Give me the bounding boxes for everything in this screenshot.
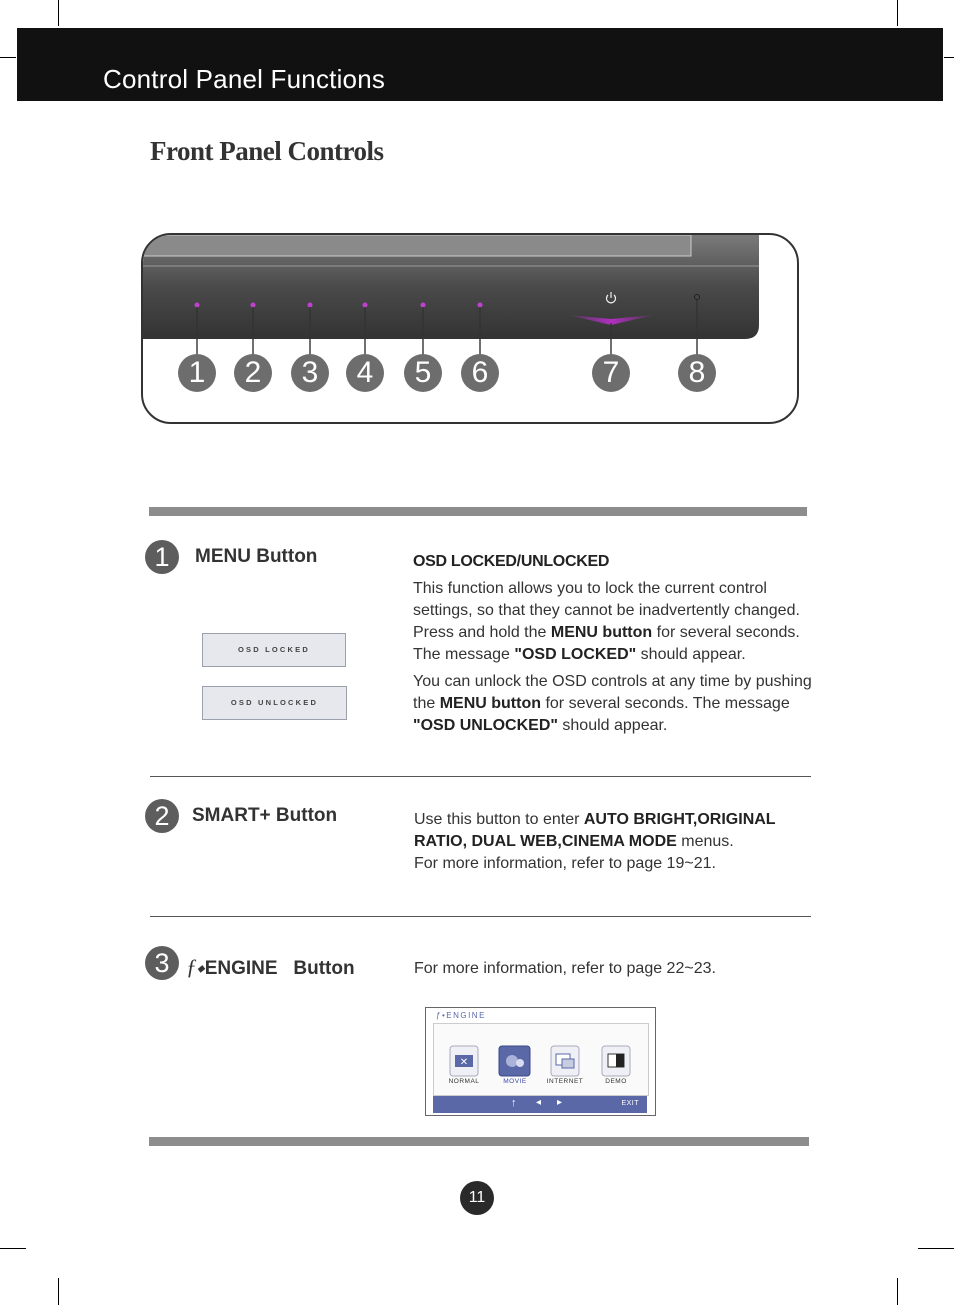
control-number-6: 6: [461, 354, 499, 392]
f-engine-menu-screenshot: [425, 1007, 656, 1116]
f-engine-description: For more information, refer to page 22~23.: [414, 960, 716, 977]
crop-mark: [58, 0, 59, 26]
crop-mark: [0, 57, 16, 58]
item-divider: [150, 916, 811, 917]
left-arrow-icon[interactable]: ◂: [536, 1097, 542, 1108]
smart-plus-description: Use this button to enter AUTO BRIGHT,ORIGINAL RATIO, DUAL WEB,CINEMA MODE menus. For more information, refer to page 19~21.: [414, 811, 776, 872]
front-panel-illustration: [141, 233, 799, 424]
crop-mark: [897, 0, 898, 26]
control-number-7: 7: [592, 354, 630, 392]
engine-option-internet[interactable]: INTERNET: [546, 1078, 584, 1085]
crop-mark: [918, 1248, 954, 1249]
section-divider-top: [149, 507, 807, 516]
control-number-3: 3: [291, 354, 329, 392]
osd-unlocked-message: OSD UNLOCKED: [202, 686, 347, 720]
control-number-2: 2: [234, 354, 272, 392]
osd-lock-heading: OSD LOCKED/UNLOCKED: [413, 553, 610, 570]
control-number-1: 1: [178, 354, 216, 392]
engine-menu-nav-bar: [433, 1096, 647, 1113]
crop-mark: [944, 57, 954, 58]
control-number-5: 5: [404, 354, 442, 392]
osd-unlock-description: You can unlock the OSD controls at any time by pushing the MENU button for several seconds. The message "OSD UNLOCKED" should appear.: [413, 673, 812, 734]
f-engine-button-label: ƒ◆ENGINE Button: [186, 954, 355, 979]
control-number-8: 8: [678, 354, 716, 392]
engine-menu-title: ƒ•ENGINE: [436, 1011, 486, 1020]
item-badge-2: 2: [145, 799, 179, 833]
menu-button-label: MENU Button: [195, 546, 318, 567]
page-number: 11: [460, 1181, 494, 1215]
item-badge-1: 1: [145, 540, 179, 574]
page-title: Control Panel Functions: [103, 64, 386, 94]
item-divider: [150, 776, 811, 777]
osd-lock-description: This function allows you to lock the current control settings, so that they cannot be inadvertently changed. Press and hold the MENU button for several seconds. The message "OSD LOCKED" should appear.: [413, 580, 800, 663]
f-engine-logo: ƒ◆: [186, 954, 205, 979]
header-bar: [17, 28, 943, 101]
monitor-bezel: [143, 235, 797, 422]
section-title: Front Panel Controls: [150, 136, 384, 166]
engine-option-demo[interactable]: DEMO: [605, 1078, 627, 1085]
control-number-4: 4: [346, 354, 384, 392]
section-divider-bottom: [149, 1137, 809, 1146]
svg-text:✕: ✕: [459, 1057, 469, 1068]
right-arrow-icon[interactable]: ▸: [557, 1097, 563, 1108]
smart-plus-button-label: SMART+ Button: [192, 805, 338, 826]
engine-option-movie[interactable]: MOVIE: [503, 1078, 527, 1085]
crop-mark: [58, 1278, 59, 1305]
item-badge-3: 3: [145, 946, 179, 980]
crop-mark: [897, 1278, 898, 1305]
engine-option-normal[interactable]: NORMAL: [448, 1078, 480, 1085]
osd-locked-message: OSD LOCKED: [202, 633, 346, 667]
exit-button[interactable]: EXIT: [621, 1100, 639, 1107]
up-arrow-icon[interactable]: ↑: [511, 1097, 517, 1109]
crop-mark: [0, 1248, 26, 1249]
